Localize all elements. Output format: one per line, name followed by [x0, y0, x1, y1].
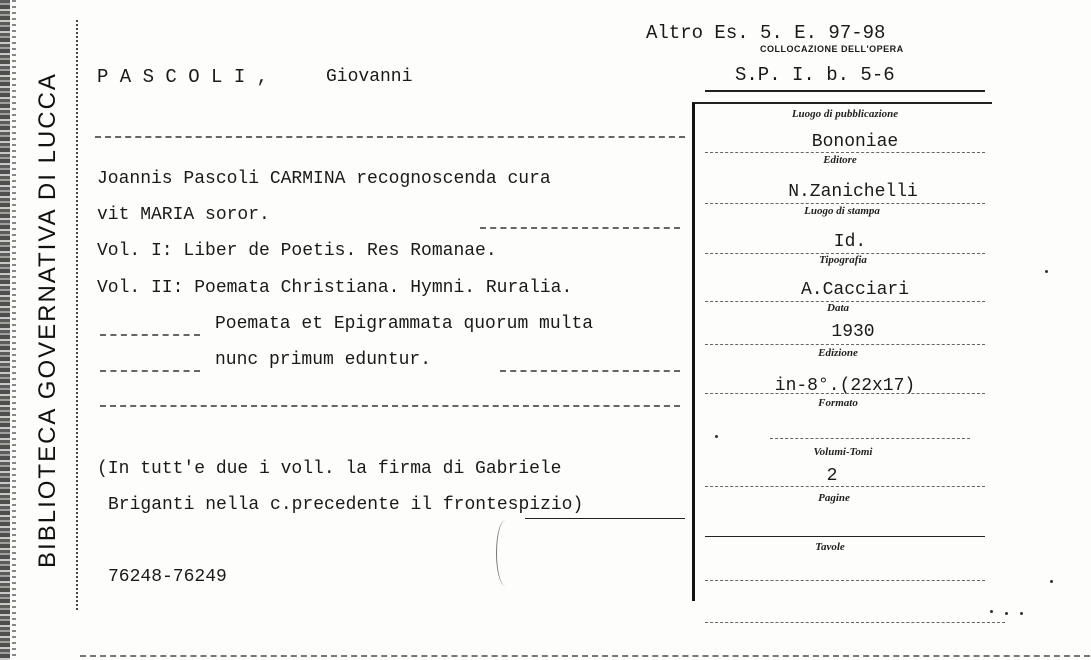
rule-detail-9 — [705, 580, 985, 581]
detail-value-date: 1930 — [831, 322, 875, 342]
title-line-6: nunc primum eduntur. — [215, 350, 432, 370]
note-line-2: Briganti nella c.precedente il frontespizio) — [108, 495, 584, 515]
rule-detail-6 — [705, 393, 985, 394]
rule-after-title — [100, 405, 680, 407]
detail-label-edition: Edizione — [818, 347, 858, 359]
rule-title-6b — [500, 370, 680, 372]
detail-value-publisher: N.Zanichelli — [788, 182, 918, 202]
ink-speck — [1020, 612, 1023, 615]
detail-label-volumes: Volumi-Tomi — [813, 446, 873, 458]
pencil-mark — [496, 520, 515, 586]
rule-after-note — [525, 518, 685, 519]
detail-value-place-of-publication: Bononiae — [811, 132, 899, 152]
detail-value-printer: A.Cacciari — [800, 280, 910, 300]
ink-speck — [1005, 612, 1008, 615]
detail-label-publisher: Editore — [823, 154, 857, 166]
detail-label-plates: Tavole — [815, 541, 845, 553]
author-surname: P A S C O L I , — [97, 66, 269, 88]
detail-label-printer: Tipografia — [819, 254, 867, 266]
detail-label-date: Data — [827, 302, 849, 314]
rule-title-6 — [100, 370, 200, 372]
rule-detail-1 — [705, 203, 985, 204]
other-copies-note: Altro Es. 5. E. 97-98 — [646, 22, 886, 44]
title-line-4: Vol. II: Poemata Christiana. Hymni. Ruralia. — [97, 278, 573, 298]
detail-value-format: in-8°.(22x17) — [774, 376, 916, 396]
ink-speck — [1050, 580, 1053, 583]
rule-detail-0 — [705, 152, 985, 153]
detail-label-format: Formato — [818, 397, 858, 409]
note-line-1: (In tutt'e due i voll. la firma di Gabriele — [97, 459, 562, 479]
library-name-vertical — [30, 20, 66, 620]
detail-label-pages: Pagine — [818, 492, 850, 504]
title-line-5: Poemata et Epigrammata quorum multa — [215, 314, 594, 334]
rule-title-2 — [480, 227, 680, 229]
card-bottom-rule — [80, 655, 1090, 657]
title-line-2: vit MARIA soror. — [97, 205, 270, 225]
detail-label-place-of-publication: Luogo di pubblicazione — [791, 108, 899, 120]
detail-value-place-of-printing: Id. — [833, 232, 867, 252]
shelfmark-underline — [705, 90, 985, 92]
ink-speck — [715, 435, 718, 438]
library-name: BIBLIOTECA GOVERNATIVA DI LUCCA — [34, 72, 62, 568]
card-edge-marks — [12, 0, 16, 660]
rule-bottom-right — [705, 622, 1005, 623]
title-line-1: Joannis Pascoli CARMINA recognoscenda cura — [97, 169, 551, 189]
shelfmark-label: COLLOCAZIONE DELL'OPERA — [760, 44, 904, 54]
card-torn-edge — [0, 0, 10, 660]
inventory-numbers: 76248-76249 — [108, 567, 227, 587]
detail-value-volumes: 2 — [826, 466, 838, 486]
rule-detail-8 — [705, 536, 985, 537]
left-dotted-rule — [76, 20, 78, 610]
ink-speck — [990, 610, 993, 613]
shelfmark-value: S.P. I. b. 5-6 — [735, 64, 895, 86]
rule-detail-7 — [705, 486, 985, 487]
rule-after-author — [95, 136, 685, 138]
ink-speck — [1045, 270, 1048, 273]
title-line-3: Vol. I: Liber de Poetis. Res Romanae. — [97, 241, 497, 261]
author-name: Giovanni — [326, 67, 413, 87]
rule-detail-7-top — [770, 438, 970, 439]
rule-title-5 — [100, 334, 200, 336]
detail-label-place-of-printing: Luogo di stampa — [804, 205, 880, 217]
rule-detail-4 — [705, 344, 985, 345]
